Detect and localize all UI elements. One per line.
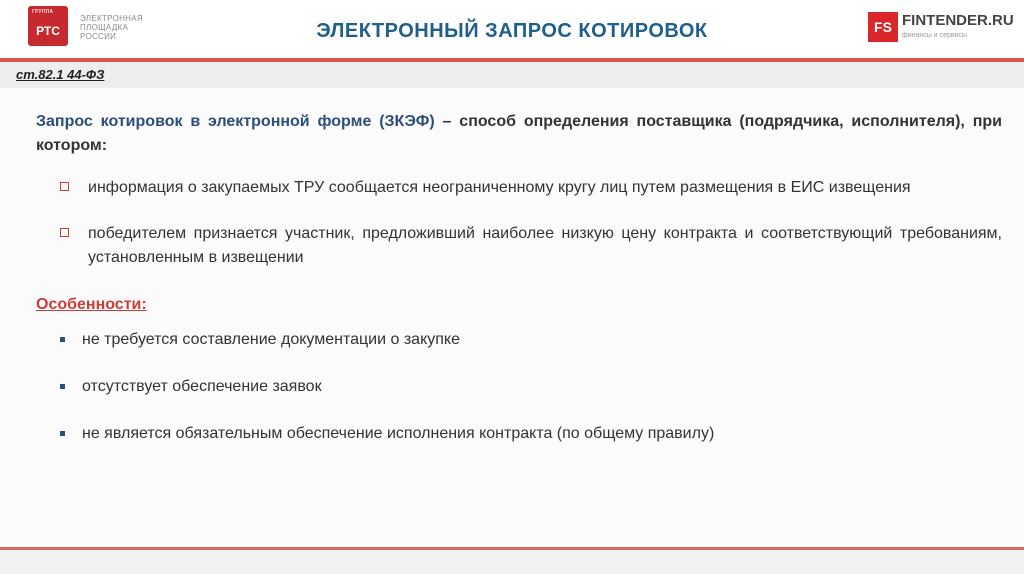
- fintender-logo-mark: FS: [868, 12, 898, 42]
- checkbox-bullet-icon: [60, 228, 69, 237]
- law-reference: ст.82.1 44-ФЗ: [16, 67, 105, 82]
- rts-logo-mark-top: ГРУППА: [32, 9, 54, 15]
- list-item: [36, 422, 1002, 446]
- conditions-list: [36, 176, 1002, 270]
- feature-text: отсутствует обеспечение заявок: [82, 378, 322, 395]
- fintender-logo-tagline: финансы и сервисы: [902, 32, 968, 39]
- fintender-logo: [868, 8, 1014, 48]
- fintender-logo-name: FINTENDER.RU: [902, 12, 1014, 29]
- list-item: [36, 328, 1002, 352]
- header: [0, 0, 1024, 58]
- rts-logo-text: ЭЛЕКТРОННАЯ ПЛОЩАДКА РОССИИ: [80, 14, 143, 41]
- checkbox-bullet-icon: [60, 182, 69, 191]
- list-item: [36, 222, 1002, 270]
- condition-text: информация о закупаемых ТРУ сообщается неограниченному кругу лиц путем размещения в ЕИС извещения: [88, 179, 911, 196]
- definition-term: Запрос котировок в электронной форме (ЗКЭФ): [36, 113, 435, 130]
- page-title: ЭЛЕКТРОННЫЙ ЗАПРОС КОТИРОВОК: [316, 20, 708, 42]
- definition-text: – способ определения поставщика (подрядчика, исполнителя), при котором:: [36, 113, 1003, 154]
- square-bullet-icon: [60, 337, 65, 342]
- condition-text: победителем признается участник, предложивший наиболее низкую цену контракта и соответствующий требованиям, установленным в извещении: [88, 225, 1002, 266]
- square-bullet-icon: [60, 384, 65, 389]
- features-list: [36, 328, 1002, 446]
- feature-text: не требуется составление документации о закупке: [82, 331, 460, 348]
- square-bullet-icon: [60, 431, 65, 436]
- rts-logo-mark-text: РТС: [36, 24, 60, 38]
- features-heading: Особенности:: [36, 296, 147, 313]
- list-item: [36, 375, 1002, 399]
- subheader-band: [0, 62, 1024, 88]
- content: [36, 110, 1002, 469]
- footer-band: [0, 550, 1024, 574]
- list-item: [36, 176, 1002, 200]
- feature-text: не является обязательным обеспечение исполнения контракта (по общему правилу): [82, 425, 715, 442]
- definition-paragraph: [36, 110, 1002, 158]
